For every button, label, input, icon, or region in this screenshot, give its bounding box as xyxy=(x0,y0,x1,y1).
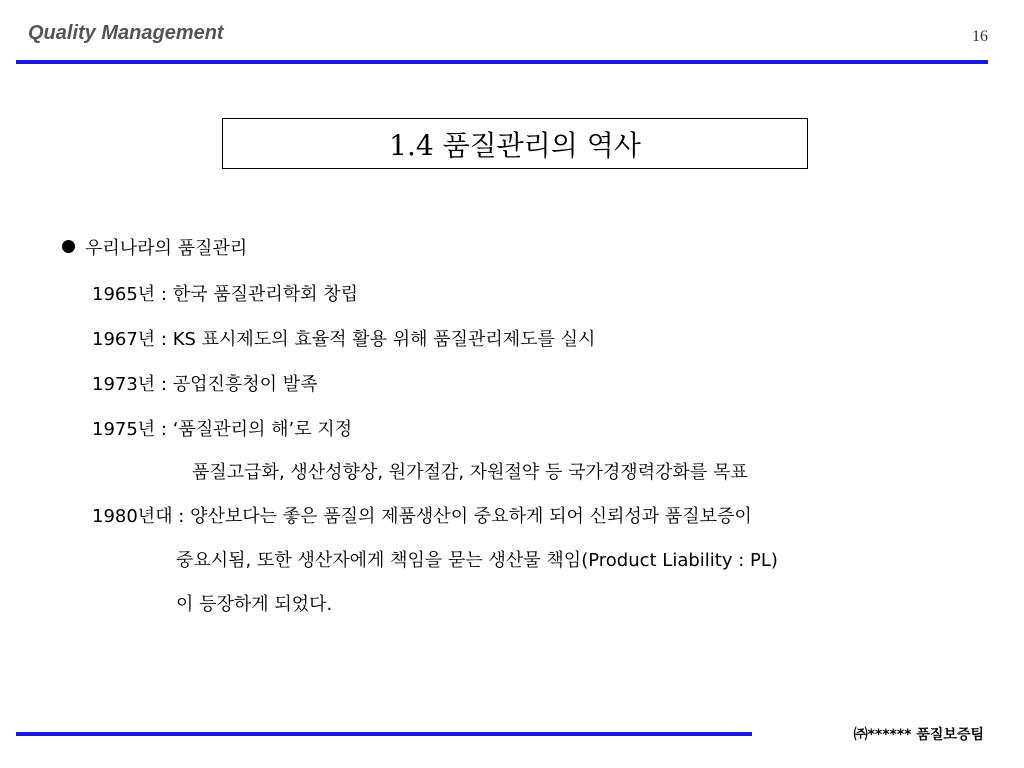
history-line-1980s-cont-2: 이 등장하게 되었다. xyxy=(176,594,333,615)
history-line-1980s: 1980년대 : 양산보다는 좋은 품질의 제품생산이 중요하게 되어 신뢰성과 품질보증이 xyxy=(92,506,752,527)
section-heading-row xyxy=(62,234,247,260)
slide-title: 1.4 품질관리의 역사 xyxy=(389,128,641,162)
history-line-1975: 1975년 : ‘품질관리의 해’로 지정 xyxy=(92,419,353,440)
bullet-icon xyxy=(62,240,75,253)
history-line-1975-goal: 품질고급화, 생산성향상, 원가절감, 자원절약 등 국가경쟁력강화를 목표 xyxy=(192,462,748,483)
bottom-divider xyxy=(16,732,752,736)
history-line-1965: 1965년 : 한국 품질관리학회 창립 xyxy=(92,284,359,305)
top-divider xyxy=(16,60,988,64)
page-number: 16 xyxy=(972,28,988,45)
section-heading: 우리나라의 품질관리 xyxy=(85,238,248,259)
footer-team: ㈜****** 품질보증팀 xyxy=(853,727,984,743)
slide-title-box xyxy=(222,118,808,169)
history-line-1980s-cont-1: 중요시됨, 또한 생산자에게 책임을 묻는 생산물 책임(Product Liability : PL) xyxy=(176,550,778,571)
history-line-1973: 1973년 : 공업진흥청이 발족 xyxy=(92,374,318,395)
history-line-1967: 1967년 : KS 표시제도의 효율적 활용 위해 품질관리제도를 실시 xyxy=(92,329,596,350)
header-title: Quality Management xyxy=(28,22,224,44)
